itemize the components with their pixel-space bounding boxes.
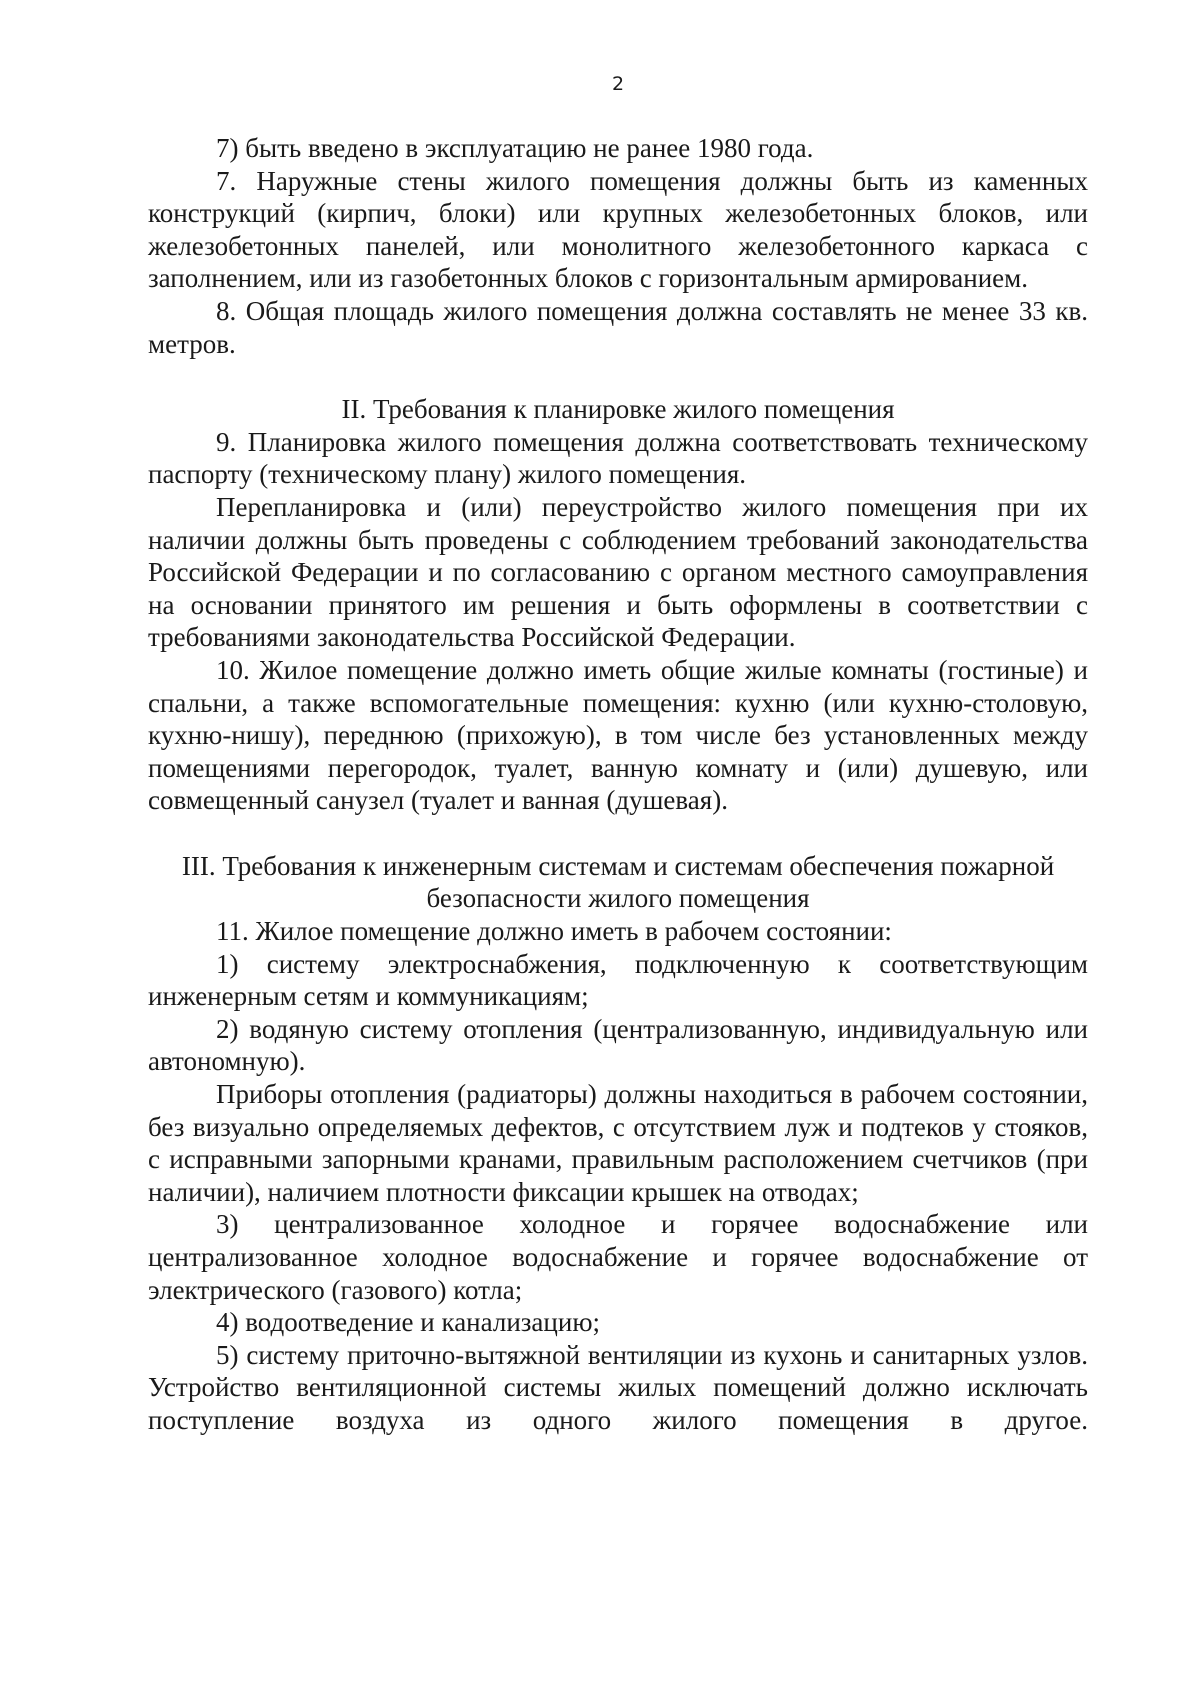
paragraph-7-exterior-walls: 7. Наружные стены жилого помещения должны быть из каменных конструкций (кирпич, блоки) или крупных железобетонных блоков, или железобетонных панелей, или монолитного железобетонного каркаса с заполнением, или из газобетонных блоков с горизонтальным армированием.	[148, 165, 1088, 294]
list-item-heating: 2) водяную систему отопления (централизованную, индивидуальную или автономную).	[148, 1013, 1088, 1077]
paragraph-radiators: Приборы отопления (радиаторы) должны находиться в рабочем состоянии, без визуально определяемых дефектов, с отсутствием луж и подтеков у стояков, с исправными запорными кранами, правильным расположением счетчиков (при наличии), наличием плотности фиксации крышек на отводах;	[148, 1079, 1088, 1207]
section-heading-iii: III. Требования к инженерным системам и системам обеспечения пожарной безопасности жилого помещения	[181, 850, 1055, 914]
paragraph-redevelopment: Перепланировка и (или) переустройство жилого помещения при их наличии должны быть проведены с соблюдением требований законодательства Российской Федерации и по согласованию с органом местного самоуправления на основании принятого им решения и быть оформлены в соответствии с требованиями законодательства Российской Федерации.	[148, 491, 1088, 653]
page-number: 2	[611, 73, 625, 95]
document-body	[148, 132, 1088, 1437]
paragraph-10-rooms: 10. Жилое помещение должно иметь общие жилые комнаты (гостиные) и спальни, а также вспомогательные помещения: кухню (или кухню-столовую, кухню-нишу), переднюю (прихожую), в том числе без установленных между помещениями перегородок, туалет, ванную комнату и (или) душевую, или совмещенный санузел (туалет и ванная (душевая).	[148, 654, 1088, 816]
paragraph-8-total-area: 8. Общая площадь жилого помещения должна составлять не менее 33 кв. метров.	[148, 295, 1088, 359]
section-spacer	[148, 360, 1088, 393]
list-item-drainage: 4) водоотведение и канализацию;	[216, 1307, 600, 1338]
section-heading-ii: II. Требования к планировке жилого помещения	[341, 394, 895, 425]
paragraph-11-working-systems: 11. Жилое помещение должно иметь в рабочем состоянии:	[216, 916, 892, 947]
list-item-ventilation: 5) систему приточно-вытяжной вентиляции из кухонь и санитарных узлов. Устройство вентиляционной системы жилых помещений должно исключать поступление воздуха из одного жилого помещения в другое.	[148, 1339, 1088, 1435]
list-item-electricity: 1) систему электроснабжения, подключенную к соответствующим инженерным сетям и коммуникациям;	[148, 948, 1088, 1012]
paragraph-9-layout: 9. Планировка жилого помещения должна соответствовать техническому паспорту (техническому плану) жилого помещения.	[148, 426, 1088, 490]
list-item-water-supply: 3) централизованное холодное и горячее водоснабжение или централизованное холодное водоснабжение и горячее водоснабжение от электрического (газового) котла;	[148, 1209, 1088, 1305]
section-spacer	[148, 817, 1088, 850]
paragraph-item-7-requirement: 7) быть введено в эксплуатацию не ранее 1980 года.	[216, 133, 814, 163]
